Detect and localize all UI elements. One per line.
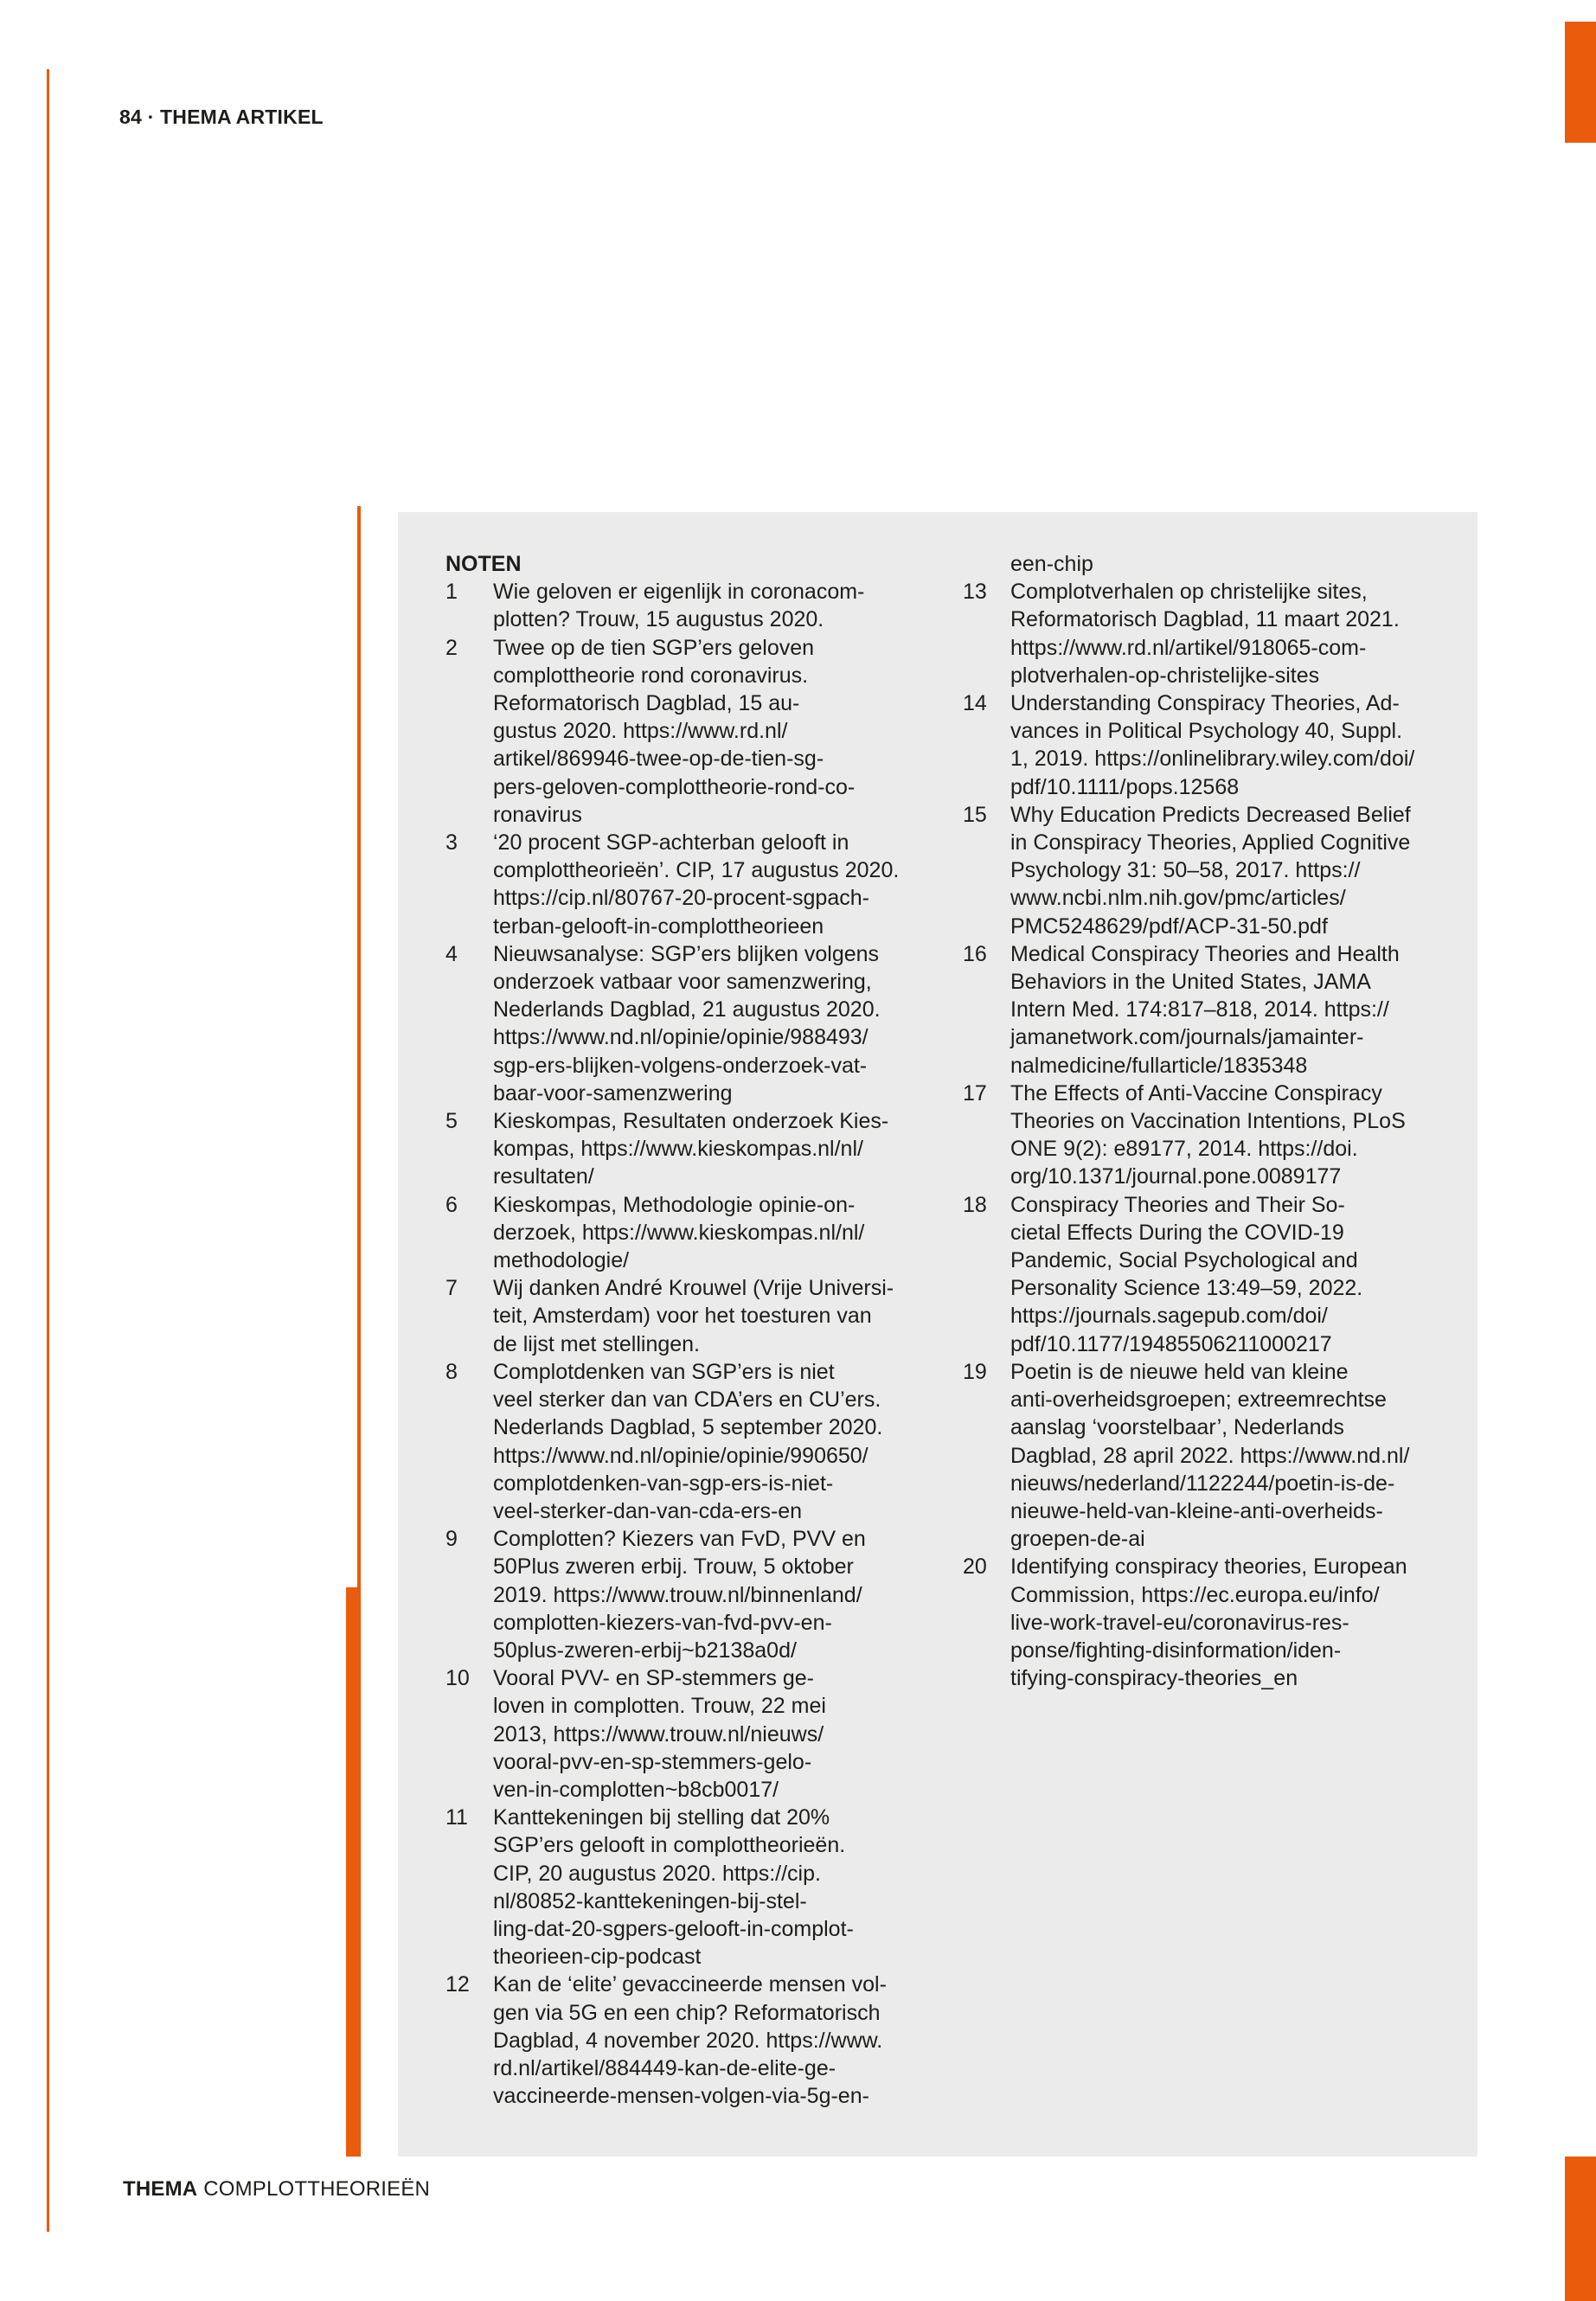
note-item <box>445 1804 921 1971</box>
page-header: 84 · THEMA ARTIKEL <box>119 106 324 128</box>
note-item <box>445 1664 921 1804</box>
note-text: Kan de ‘elite’ gevaccineerde mensen vol- gen via 5G en een chip? Reformatorisch Dagblad, 4 november 2020. https://www. rd.nl/artikel/884449-kan-de-elite-ge- vaccineerde-mensen-volgen-via-5g-en- <box>493 1972 887 2109</box>
notes-rule-thick <box>346 1587 361 2157</box>
note-number: 16 <box>963 941 987 966</box>
note-number: 3 <box>445 830 458 856</box>
note-number: 12 <box>445 1972 470 1997</box>
note-number: 2 <box>445 635 458 660</box>
note-text: Wij danken André Krouwel (Vrije Universi- teit, Amsterdam) voor het toesturen van de lijst met stellingen. <box>493 1276 894 1356</box>
note-text: Twee op de tien SGP’ers geloven complottheorie rond coronavirus. Reformatorisch Dagblad, 15 au- gustus 2020. https://www.rd.nl/ artikel/869946-twee-op-de-tien-sg- pers-geloven-complottheorie-rond-co- ronavirus <box>493 635 856 827</box>
note-item <box>963 578 1447 689</box>
notes-column-right <box>963 550 1447 1692</box>
edge-tab-top <box>1565 22 1596 143</box>
note-item <box>445 1525 921 1664</box>
note-item <box>963 940 1447 1080</box>
note-text: Nieuwsanalyse: SGP’ers blijken volgens onderzoek vatbaar voor samenzwering, Nederlands Dagblad, 21 augustus 2020. https://www.nd.nl/opinie/opinie/988493/ sgp-ers-blijken-volgens-onderzoek-vat- baar-voor-samenzwering <box>493 941 881 1106</box>
note-number: 19 <box>963 1359 987 1384</box>
note-item <box>963 801 1447 940</box>
note-text: Complotverhalen op christelijke sites, Reformatorisch Dagblad, 11 maart 2021. https://www.rd.nl/artikel/918065-com- plotverhalen-op-christelijke-sites <box>1010 580 1400 688</box>
note-text: Kieskompas, Methodologie opinie-on- derzoek, https://www.kieskompas.nl/nl/ methodologie/ <box>493 1192 865 1273</box>
page-footer <box>123 2177 430 2202</box>
note-item <box>445 1358 921 1525</box>
note-item <box>963 1080 1447 1191</box>
note-item <box>963 1358 1447 1553</box>
note-number: 4 <box>445 941 458 966</box>
note-item <box>445 1191 921 1275</box>
note-number: 10 <box>445 1666 470 1691</box>
note-item <box>963 1191 1447 1358</box>
note-item <box>445 578 921 633</box>
notes-title: NOTEN <box>445 552 522 576</box>
note-number: 17 <box>963 1080 987 1106</box>
note-text: Poetin is de nieuwe held van kleine anti-overheidsgroepen; extreemrechtse aanslag ‘voorstelbaar’, Nederlands Dagblad, 28 april 2022. https://www.nd.nl/ nieuws/nederland/1122244/poetin-is-de- nieuwe-held-van-kleine-anti-overheids- groepen-de-ai <box>1010 1359 1410 1552</box>
note-text: Complotten? Kiezers van FvD, PVV en 50Plus zweren erbij. Trouw, 5 oktober 2019. https://www.trouw.nl/binnenland/ complotten-kiezers-van-fvd-pvv-en- 50plus-zweren-erbij~b2138a0d/ <box>493 1527 866 1663</box>
notes-column-left <box>445 550 921 2110</box>
note-text: Identifying conspiracy theories, European Commission, https://ec.europa.eu/info/ live-work-travel-eu/coronavirus-res- ponse/fighting-disinformation/iden- tifying-conspiracy-theories_en <box>1010 1554 1407 1691</box>
note-text: Vooral PVV- en SP-stemmers ge- loven in complotten. Trouw, 22 mei 2013, https://www.trouw.nl/nieuws/ vooral-pvv-en-sp-stemmers-gelo- ven-in-complotten~b8cb0017/ <box>493 1666 826 1802</box>
note-text: Medical Conspiracy Theories and Health Behaviors in the United States, JAMA Intern Med. 174:817–818, 2014. https:// jamanetwork.com/journals/jamainter- nalmedicine/fullarticle/1835348 <box>1010 941 1400 1078</box>
note-text: Understanding Conspiracy Theories, Ad- vances in Political Psychology 40, Suppl. 1, 2019. https://onlinelibrary.wiley.com/doi/ pdf/10.1111/pops.12568 <box>1010 691 1415 799</box>
note-item <box>445 1107 921 1191</box>
footer-label-bold: THEMA <box>123 2177 198 2201</box>
notes-rule-thin <box>357 506 361 1587</box>
note-number: 6 <box>445 1192 458 1217</box>
note-item <box>445 829 921 940</box>
note-item <box>445 1971 921 2110</box>
note-number: 14 <box>963 691 987 716</box>
note-number: 5 <box>445 1109 458 1134</box>
note-text: Wie geloven er eigenlijk in coronacom- plotten? Trouw, 15 augustus 2020. <box>493 580 865 632</box>
note-number: 1 <box>445 580 458 605</box>
note-item <box>963 1553 1447 1692</box>
edge-tab-bottom <box>1565 2157 1596 2301</box>
note-number: 7 <box>445 1276 458 1301</box>
note-number: 8 <box>445 1359 458 1384</box>
footer-label: COMPLOTTHEORIEËN <box>197 2177 431 2201</box>
note-item <box>445 940 921 1107</box>
notes-box <box>398 512 1477 2157</box>
note-number: 18 <box>963 1192 987 1217</box>
note-number: 20 <box>963 1554 987 1580</box>
page-left-rule <box>47 69 49 2232</box>
note-continuation: een-chip <box>1010 552 1093 576</box>
note-item <box>445 634 921 829</box>
note-text: Kanttekeningen bij stelling dat 20% SGP’ers gelooft in complottheorieën. CIP, 20 augustus 2020. https://cip. nl/80852-kanttekeningen-bij-stel- ling-dat-20-sgpers-gelooft-in-complot- theorieen-cip-podcast <box>493 1805 854 1970</box>
note-text: ‘20 procent SGP-achterban gelooft in complottheorieën’. CIP, 17 augustus 2020. https://cip.nl/80767-20-procent-sgpach- terban-gelooft-in-complottheorieen <box>493 830 900 939</box>
note-number: 9 <box>445 1527 458 1552</box>
note-text: Why Education Predicts Decreased Belief in Conspiracy Theories, Applied Cognitive Psychology 31: 50–58, 2017. https:// www.ncbi.nlm.nih.gov/pmc/articles/ PMC5248629/pdf/ACP-31-50.pdf <box>1010 802 1411 939</box>
note-item <box>963 689 1447 801</box>
note-number: 11 <box>445 1805 468 1830</box>
note-text: The Effects of Anti-Vaccine Conspiracy Theories on Vaccination Intentions, PLoS ONE 9(2): e89177, 2014. https://doi. org/10.1371/journal.pone.0089177 <box>1010 1080 1406 1189</box>
note-text: Complotdenken van SGP’ers is niet veel sterker dan van CDA’ers en CU’ers. Nederlands Dagblad, 5 september 2020. https://www.nd.nl/opinie/opinie/990650/ complotdenken-van-sgp-ers-is-niet- veel-sterker-dan-van-cda-ers-en <box>493 1359 883 1523</box>
note-text: Kieskompas, Resultaten onderzoek Kies- kompas, https://www.kieskompas.nl/nl/ resultaten/ <box>493 1109 889 1189</box>
note-number: 15 <box>963 802 987 827</box>
note-number: 13 <box>963 580 987 605</box>
note-item <box>445 1274 921 1358</box>
note-text: Conspiracy Theories and Their So- cietal Effects During the COVID-19 Pandemic, Social Psychological and Personality Science 13:49–59, 2022. https://journals.sagepub.com/doi/ pdf/10.1177/19485506211000217 <box>1010 1192 1363 1356</box>
